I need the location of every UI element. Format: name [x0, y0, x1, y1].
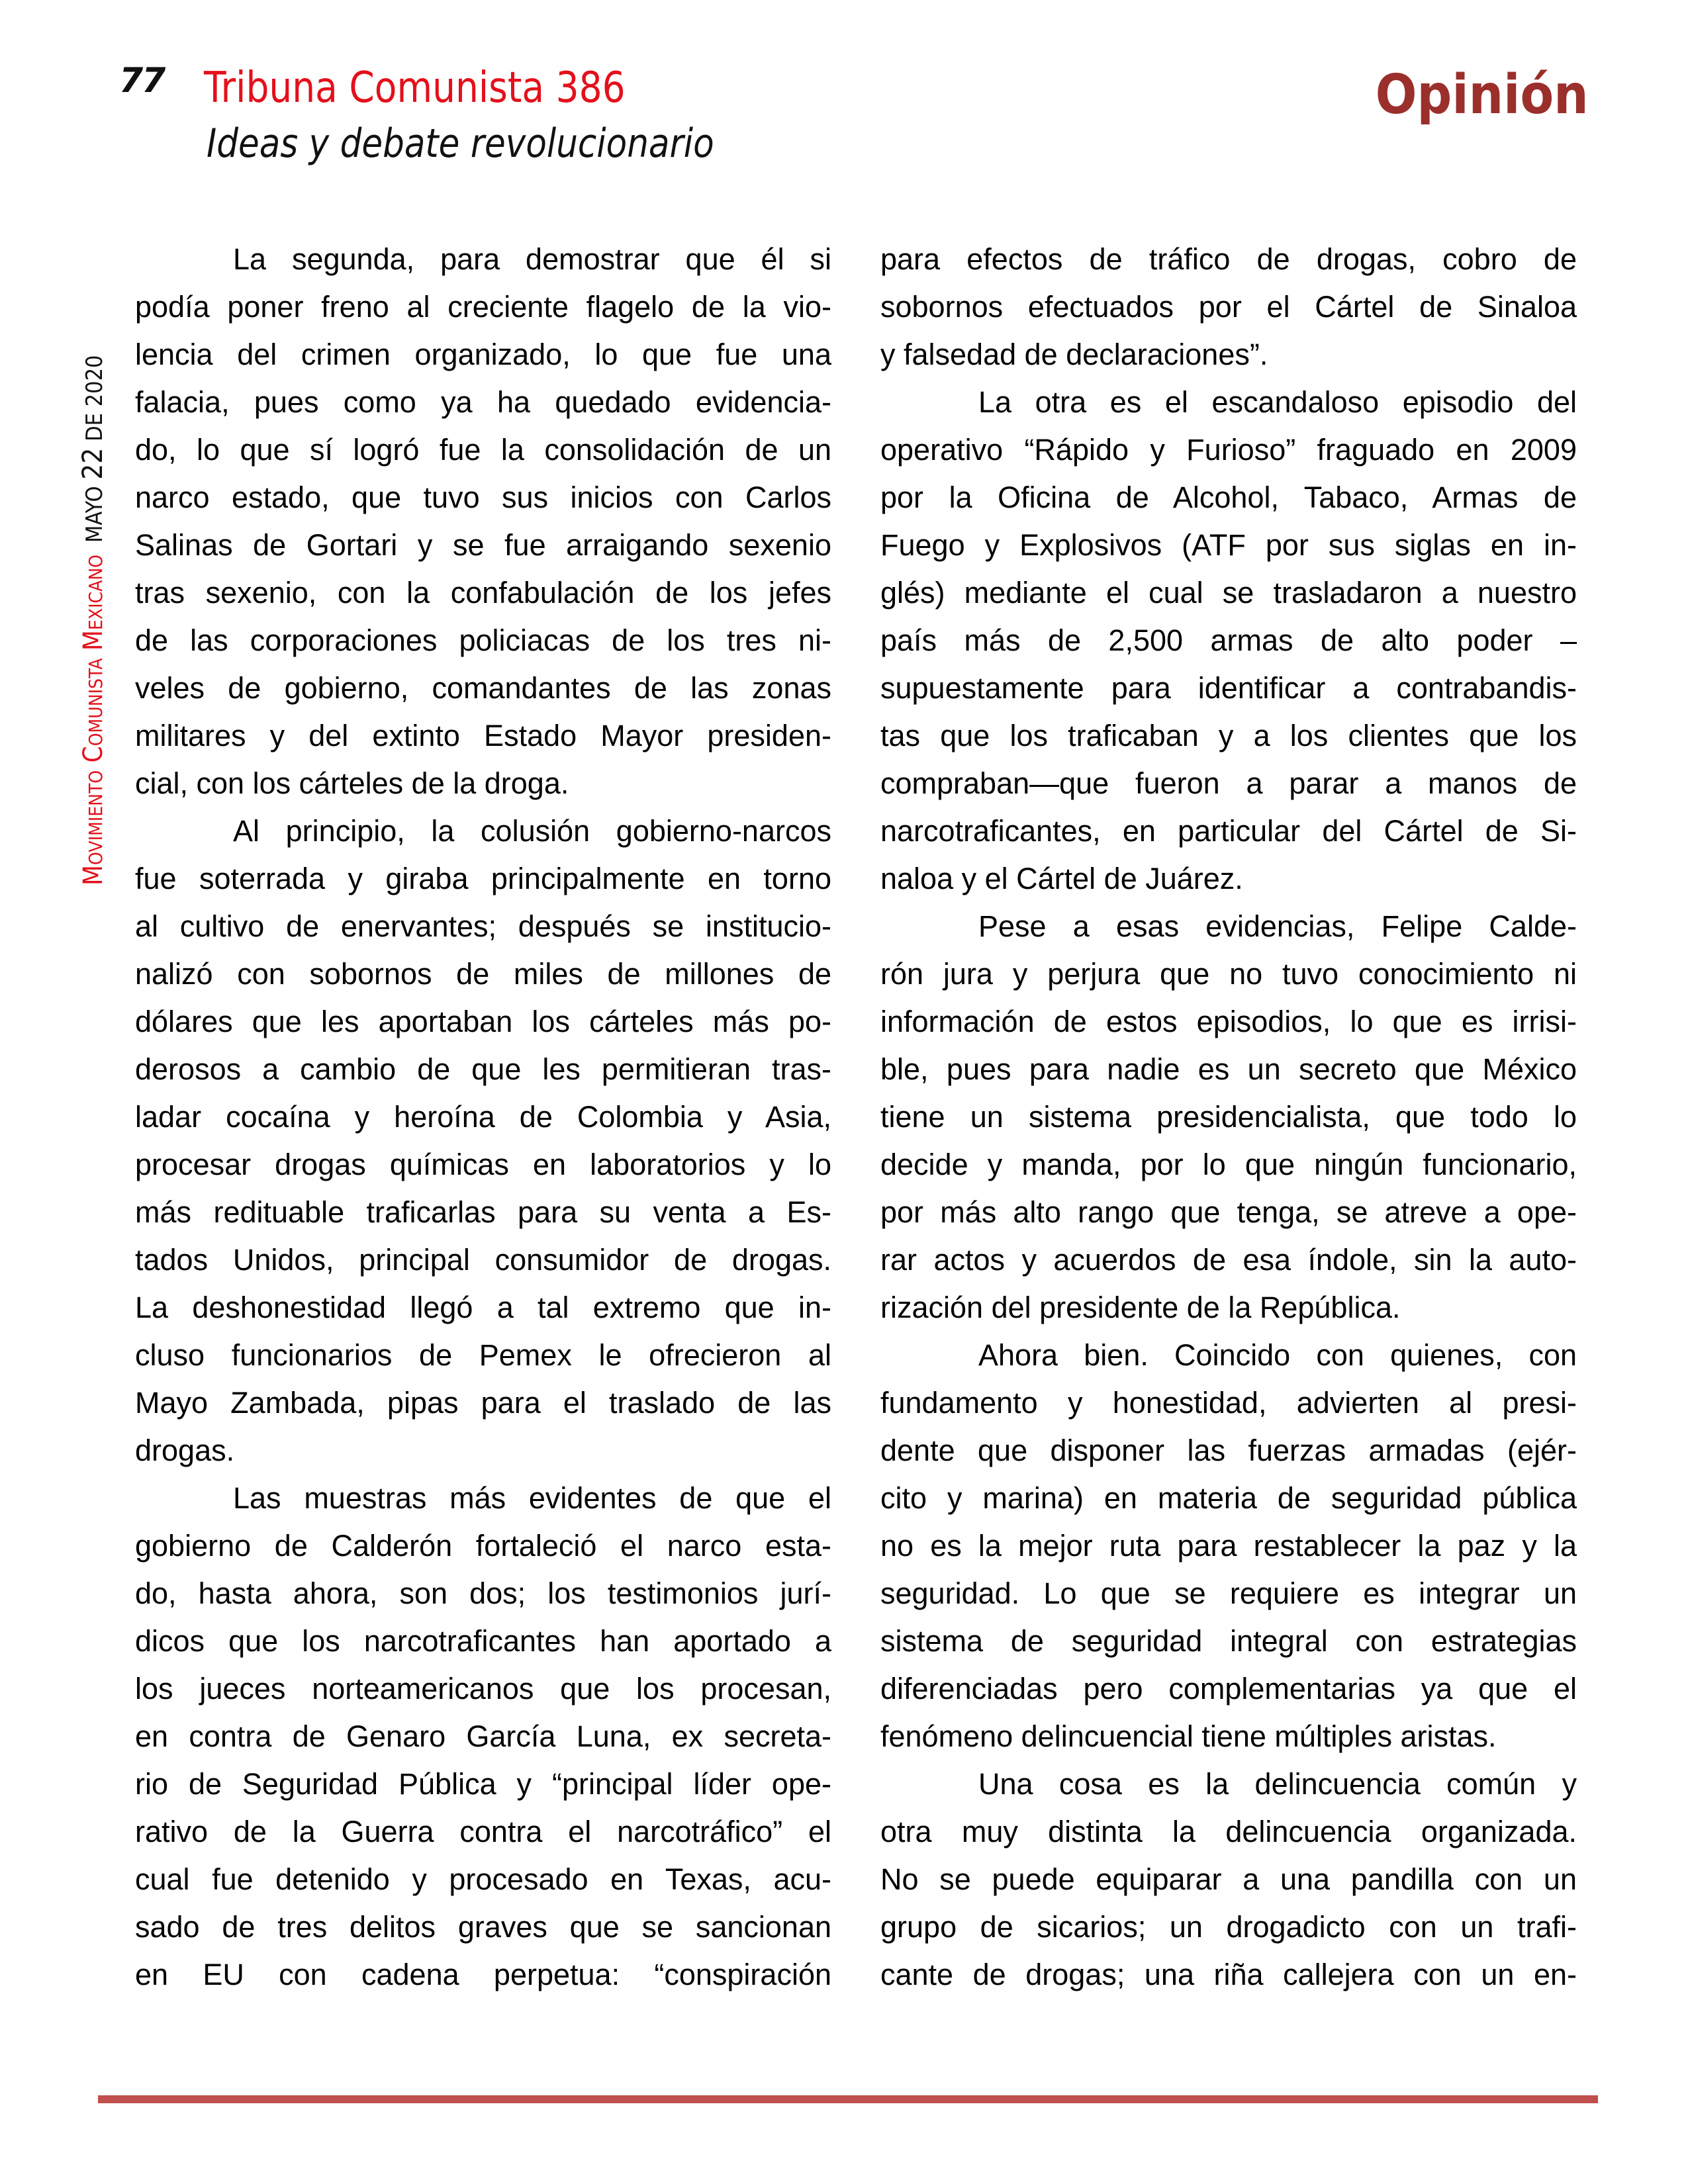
text-line: rio de Seguridad Pública y “principal líder ope-: [135, 1767, 831, 1801]
text-line: tiene un sistema presidencialista, que todo lo: [880, 1100, 1577, 1134]
text-line: Mayo Zambada, pipas para el traslado de las: [135, 1386, 831, 1420]
text-line: gobierno de Calderón fortaleció el narco esta-: [135, 1529, 831, 1563]
text-line: glés) mediante el cual se trasladaron a nuestro: [880, 576, 1577, 610]
text-line: ble, pues para nadie es un secreto que México: [880, 1052, 1577, 1086]
text-line: Las muestras más evidentes de que el: [233, 1481, 831, 1515]
text-line: fundamento y honestidad, advierten al presi-: [880, 1386, 1577, 1420]
text-line: cual fue detenido y procesado en Texas, acu-: [135, 1862, 831, 1896]
text-line: dicos que los narcotraficantes han aportado a: [135, 1624, 831, 1658]
text-line: nalizó con sobornos de miles de millones de: [135, 957, 831, 991]
text-line: supuestamente para identificar a contrabandis-: [880, 671, 1577, 705]
spine-date-prefix: MAYO: [81, 486, 108, 543]
spine-text: [78, 355, 109, 886]
text-line: país más de 2,500 armas de alto poder –: [880, 623, 1577, 657]
text-line: no es la mejor ruta para restablecer la paz y la: [880, 1529, 1577, 1563]
text-line: drogas.: [135, 1433, 235, 1467]
text-line: sistema de seguridad integral con estrategias: [880, 1624, 1577, 1658]
text-line: en contra de Genaro García Luna, ex secreta-: [135, 1719, 831, 1753]
text-line: seguridad. Lo que se requiere es integrar un: [880, 1576, 1577, 1610]
text-line: operativo “Rápido y Furioso” fraguado en 2009: [880, 433, 1577, 467]
text-line: rización del presidente de la República.: [880, 1291, 1401, 1324]
text-line: otra muy distinta la delincuencia organizada.: [880, 1815, 1577, 1848]
text-line: para efectos de tráfico de drogas, cobro de: [880, 242, 1577, 276]
publication-title: Tribuna Comunista 386: [204, 64, 626, 113]
text-line: dólares que les aportaban los cárteles más po-: [135, 1005, 831, 1038]
text-line: diferenciadas pero complementarias ya que el: [880, 1672, 1577, 1706]
text-line: ladar cocaína y heroína de Colombia y Asia,: [135, 1100, 831, 1134]
section-label: Opinión: [1376, 64, 1589, 126]
text-line: cante de drogas; una riña callejera con un en-: [880, 1958, 1577, 1991]
text-line: La segunda, para demostrar que él si: [233, 242, 831, 276]
text-line: militares y del extinto Estado Mayor presiden-: [135, 719, 831, 752]
text-line: falacia, pues como ya ha quedado evidencia-: [135, 385, 831, 419]
text-line: más redituable traficarlas para su venta a Es-: [135, 1195, 831, 1229]
text-line: al cultivo de enervantes; después se institucio-: [135, 909, 831, 943]
text-line: de las corporaciones policiacas de los tres ni-: [135, 623, 831, 657]
text-line: derosos a cambio de que les permitieran tras-: [135, 1052, 831, 1086]
spine-date-suffix: DE 2020: [81, 355, 108, 441]
text-line: Salinas de Gortari y se fue arraigando sexenio: [135, 528, 831, 562]
text-line: por la Oficina de Alcohol, Tabaco, Armas de: [880, 480, 1577, 514]
text-line: cluso funcionarios de Pemex le ofrecieron al: [135, 1338, 831, 1372]
publication-subtitle: Ideas y debate revolucionario: [207, 120, 714, 167]
text-line: rar actos y acuerdos de esa índole, sin la auto-: [880, 1243, 1577, 1277]
text-line: La otra es el escandaloso episodio del: [978, 385, 1577, 419]
text-line: fue soterrada y giraba principalmente en torno: [135, 862, 831, 895]
text-line: por más alto rango que tenga, se atreve a ope-: [880, 1195, 1577, 1229]
spine-date: [76, 355, 109, 543]
page-number: 77: [119, 61, 165, 101]
text-line: procesar drogas químicas en laboratorios y lo: [135, 1148, 831, 1181]
text-line: lencia del crimen organizado, lo que fue una: [135, 338, 831, 371]
text-line: No se puede equiparar a una pandilla con un: [880, 1862, 1577, 1896]
text-line: información de estos episodios, lo que es irrisi-: [880, 1005, 1577, 1038]
text-line: sobornos efectuados por el Cártel de Sinaloa: [880, 290, 1577, 324]
text-line: grupo de sicarios; un drogadicto con un trafi-: [880, 1910, 1577, 1944]
text-line: naloa y el Cártel de Juárez.: [880, 862, 1243, 895]
text-line: dente que disponer las fuerzas armadas (ejér-: [880, 1433, 1577, 1467]
footer-rule: [98, 2095, 1598, 2103]
text-line: en EU con cadena perpetua: “conspiración: [135, 1958, 831, 1991]
text-line: tras sexenio, con la confabulación de los jefes: [135, 576, 831, 610]
text-line: do, lo que sí logró fue la consolidación de un: [135, 433, 831, 467]
text-line: narco estado, que tuvo sus inicios con Carlos: [135, 480, 831, 514]
text-line: y falsedad de declaraciones”.: [880, 338, 1268, 371]
text-line: tas que los traficaban y a los clientes que los: [880, 719, 1577, 752]
article-column-right: [880, 236, 1577, 1999]
text-line: Pese a esas evidencias, Felipe Calde-: [978, 909, 1577, 943]
text-line: Una cosa es la delincuencia común y: [978, 1767, 1577, 1801]
text-line: los jueces norteamericanos que los procesan,: [135, 1672, 831, 1706]
text-line: veles de gobierno, comandantes de las zonas: [135, 671, 831, 705]
text-line: narcotraficantes, en particular del Cártel de Si-: [880, 814, 1577, 848]
text-line: decide y manda, por lo que ningún funcionario,: [880, 1148, 1577, 1181]
text-line: rativo de la Guerra contra el narcotráfico” el: [135, 1815, 831, 1848]
text-line: podía poner freno al creciente flagelo de la vio-: [135, 290, 831, 324]
text-line: Al principio, la colusión gobierno-narcos: [233, 814, 831, 848]
text-line: cial, con los cárteles de la droga.: [135, 766, 569, 800]
text-line: tados Unidos, principal consumidor de drogas.: [135, 1243, 831, 1277]
text-line: rón jura y perjura que no tuvo conocimiento ni: [880, 957, 1577, 991]
text-line: La deshonestidad llegó a tal extremo que in-: [135, 1291, 831, 1324]
text-line: Ahora bien. Coincido con quienes, con: [978, 1338, 1577, 1372]
spine-organization: Movimiento Comunista Mexicano: [78, 555, 109, 886]
text-line: do, hasta ahora, son dos; los testimonios jurí-: [135, 1576, 831, 1610]
spine-date-day: 22: [76, 447, 109, 480]
text-line: cito y marina) en materia de seguridad pública: [880, 1481, 1577, 1515]
article-column-left: [135, 236, 831, 1999]
text-line: sado de tres delitos graves que se sancionan: [135, 1910, 831, 1944]
text-line: fenómeno delincuencial tiene múltiples aristas.: [880, 1719, 1497, 1753]
text-line: Fuego y Explosivos (ATF por sus siglas en in-: [880, 528, 1577, 562]
text-line: compraban—que fueron a parar a manos de: [880, 766, 1577, 800]
